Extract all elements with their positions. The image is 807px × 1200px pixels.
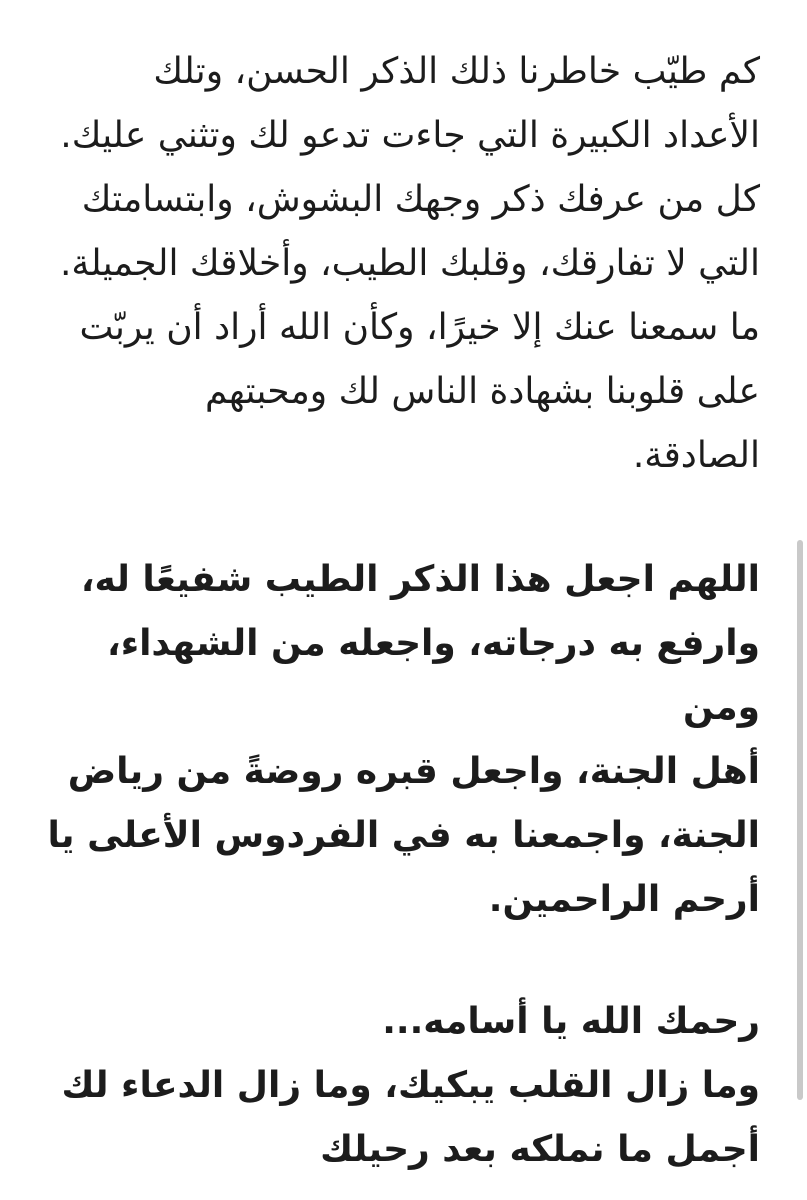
article-body [40, 40, 760, 1182]
scrollbar[interactable] [797, 540, 803, 1100]
paragraph-farewell: رحمك الله يا أسامه... وما زال القلب يبكيك، وما زال الدعاء لك أجمل ما نملكه بعد رحيلك [61, 1001, 760, 1170]
paragraph-prayer: اللهم اجعل هذا الذكر الطيب شفيعًا له، وارفع به درجاته، واجعله من الشهداء، ومن أهل الجنة، واجعل قبره روضةً من رياض الجنة، واجمعنا به في الفردوس الأعلى يا أرحم الراحمين. [47, 559, 760, 920]
paragraph-remembrance: كم طيّب خاطرنا ذلك الذكر الحسن، وتلك الأعداد الكبيرة التي جاءت تدعو لك وتثني عليك. كل من عرفك ذكر وجهك البشوش، وابتسامتك التي لا تفارقك، وقلبك الطيب، وأخلاقك الجميلة. ما سمعنا عنك إلا خيرًا، وكأن الله أراد أن يربّت على قلوبنا بشهادة الناس لك ومحبتهم الصادقة. [59, 51, 760, 476]
